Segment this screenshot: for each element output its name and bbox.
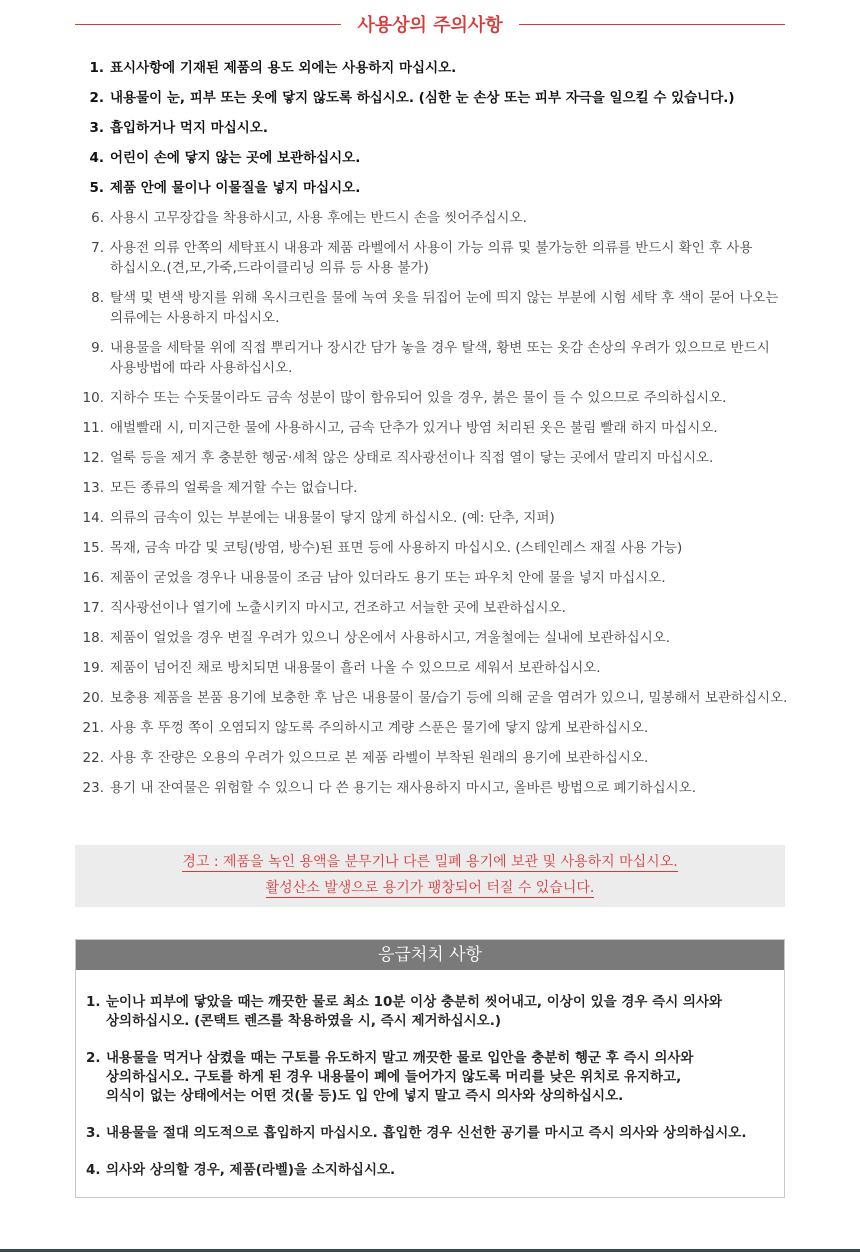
precaution-number: 14. xyxy=(82,510,104,526)
precaution-text: 제품이 얼었을 경우 변질 우려가 있으니 상온에서 사용하시고, 겨울철에는 실내에 보관하십시오. xyxy=(110,630,671,646)
first-aid-number: 4. xyxy=(86,1162,101,1178)
first-aid-text: 내용물을 먹거나 삼켰을 때는 구토를 유도하지 말고 깨끗한 물로 입안을 충분히 헹군 후 즉시 의사와 상의하십시오. 구토를 하게 된 경우 내용물이 폐에 들어가지 않도록 머리를 낮은 위치로 유지하고, 의식이 없는 상태에서는 어떤 것(물 등)도 입 안에 넣지 말고 즉시 의사와 상의하십시오. xyxy=(106,1050,694,1104)
precaution-number: 22. xyxy=(82,750,104,766)
precaution-number: 9. xyxy=(91,340,104,356)
precaution-number: 2. xyxy=(89,90,104,106)
precaution-item xyxy=(80,288,840,328)
precaution-item xyxy=(80,508,840,528)
precaution-text: 탈색 및 변색 방지를 위해 옥시크린을 물에 녹여 옷을 뒤집어 눈에 띄지 않는 부분에 시험 세탁 후 색이 묻어 나오는 의류에는 사용하지 마십시오. xyxy=(110,290,779,326)
precaution-text: 직사광선이나 열기에 노출시키지 마시고, 건조하고 서늘한 곳에 보관하십시오. xyxy=(110,600,566,616)
first-aid-title: 응급처치 사항 xyxy=(76,940,784,970)
first-aid-list xyxy=(86,993,776,1198)
warning-line-2: 활성산소 발생으로 용기가 팽창되어 터질 수 있습니다. xyxy=(265,880,595,896)
first-aid-number: 1. xyxy=(86,994,101,1010)
precaution-item xyxy=(80,208,840,228)
precaution-item xyxy=(80,658,840,678)
first-aid-text: 눈이나 피부에 닿았을 때는 깨끗한 물로 최소 10분 이상 충분히 씻어내고, 이상이 있을 경우 즉시 의사와 상의하십시오. (콘택트 렌즈를 착용하였을 시, 즉시 제거하십시오.) xyxy=(106,994,723,1029)
precaution-number: 12. xyxy=(82,450,104,466)
precaution-number: 15. xyxy=(82,540,104,556)
precaution-number: 4. xyxy=(89,150,104,166)
precaution-item xyxy=(80,538,840,558)
precaution-number: 3. xyxy=(89,120,104,136)
precaution-item xyxy=(80,478,840,498)
precaution-item xyxy=(80,718,840,738)
precaution-item xyxy=(80,598,840,618)
precaution-text: 얼룩 등을 제거 후 충분한 헹굼·세척 않은 상태로 직사광선이나 직접 열이 닿는 곳에서 말리지 마십시오. xyxy=(110,450,714,466)
precaution-number: 19. xyxy=(82,660,104,676)
title-divider-right xyxy=(519,24,785,25)
warning-line-1: 경고 : 제품을 녹인 용액을 분무기나 다른 밀폐 용기에 보관 및 사용하지 마십시오. xyxy=(182,854,678,870)
precaution-number: 1. xyxy=(89,60,104,76)
precaution-text: 사용시 고무장갑을 착용하시고, 사용 후에는 반드시 손을 씻어주십시오. xyxy=(110,210,527,226)
precaution-item xyxy=(80,688,840,708)
precaution-number: 6. xyxy=(91,210,104,226)
precaution-text: 모든 종류의 얼룩을 제거할 수는 없습니다. xyxy=(110,480,358,496)
precaution-number: 16. xyxy=(82,570,104,586)
title-divider-left xyxy=(75,24,341,25)
precaution-number: 18. xyxy=(82,630,104,646)
precaution-item xyxy=(80,448,840,468)
first-aid-item xyxy=(86,993,776,1031)
precaution-item xyxy=(80,88,840,108)
precaution-text: 사용 후 뚜껑 쪽이 오염되지 않도록 주의하시고 계량 스푼은 물기에 닿지 않게 보관하십시오. xyxy=(110,720,649,736)
precaution-number: 20. xyxy=(82,690,104,706)
precaution-text: 목재, 금속 마감 및 코팅(방염, 방수)된 표면 등에 사용하지 마십시오. (스테인레스 재질 사용 가능) xyxy=(110,540,683,556)
precaution-item xyxy=(80,778,840,798)
precaution-text: 의류의 금속이 있는 부분에는 내용물이 닿지 않게 하십시오. (예: 단추, 지퍼) xyxy=(110,510,555,526)
precaution-item xyxy=(80,628,840,648)
warning-box xyxy=(75,845,785,907)
precaution-text: 애벌빨래 시, 미지근한 물에 사용하시고, 금속 단추가 있거나 방염 처리된 옷은 불림 빨래 하지 마십시오. xyxy=(110,420,718,436)
first-aid-item xyxy=(86,1161,776,1180)
precaution-item xyxy=(80,388,840,408)
first-aid-box xyxy=(75,939,785,1198)
precaution-text: 지하수 또는 수돗물이라도 금속 성분이 많이 함유되어 있을 경우, 붉은 물이 들 수 있으므로 주의하십시오. xyxy=(110,390,727,406)
precaution-item xyxy=(80,748,840,768)
first-aid-item xyxy=(86,1049,776,1106)
first-aid-text: 내용물을 절대 의도적으로 흡입하지 마십시오. 흡입한 경우 신선한 공기를 마시고 즉시 의사와 상의하십시오. xyxy=(106,1125,747,1141)
precaution-text: 사용 후 잔량은 오용의 우려가 있으므로 본 제품 라벨이 부착된 원래의 용기에 보관하십시오. xyxy=(110,750,649,766)
precaution-number: 5. xyxy=(89,180,104,196)
precaution-text: 흡입하거나 먹지 마십시오. xyxy=(110,120,268,136)
precaution-text: 사용전 의류 안쪽의 세탁표시 내용과 제품 라벨에서 사용이 가능 의류 및 불가능한 의류를 반드시 확인 후 사용 하십시오.(견,모,가죽,드라이클리닝 의류 등 사용 불가) xyxy=(110,240,753,276)
first-aid-item xyxy=(86,1124,776,1143)
precaution-text: 보충용 제품을 본품 용기에 보충한 후 남은 내용물이 물/습기 등에 의해 굳을 염려가 있으니, 밀봉해서 보관하십시오. xyxy=(110,690,788,706)
precaution-number: 10. xyxy=(82,390,104,406)
section-title: 사용상의 주의사항 xyxy=(357,15,503,36)
section-title-row xyxy=(75,8,785,40)
precaution-item xyxy=(80,118,840,138)
precaution-item xyxy=(80,58,840,78)
precaution-text: 내용물이 눈, 피부 또는 옷에 닿지 않도록 하십시오. (심한 눈 손상 또는 피부 자극을 일으킬 수 있습니다.) xyxy=(110,90,735,106)
precaution-item xyxy=(80,418,840,438)
precaution-text: 용기 내 잔여물은 위험할 수 있으니 다 쓴 용기는 재사용하지 마시고, 올바른 방법으로 폐기하십시오. xyxy=(110,780,697,796)
first-aid-text: 의사와 상의할 경우, 제품(라벨)을 소지하십시오. xyxy=(106,1162,396,1178)
precaution-text: 어린이 손에 닿지 않는 곳에 보관하십시오. xyxy=(110,150,361,166)
precaution-number: 8. xyxy=(91,290,104,306)
precautions-list xyxy=(80,58,840,808)
precaution-text: 표시사항에 기재된 제품의 용도 외에는 사용하지 마십시오. xyxy=(110,60,457,76)
precaution-item xyxy=(80,568,840,588)
precaution-text: 제품이 굳었을 경우나 내용물이 조금 남아 있더라도 용기 또는 파우치 안에 물을 넣지 마십시오. xyxy=(110,570,666,586)
precaution-text: 제품이 넘어진 채로 방치되면 내용물이 흘러 나올 수 있으므로 세워서 보관하십시오. xyxy=(110,660,601,676)
precaution-item xyxy=(80,178,840,198)
precaution-number: 7. xyxy=(91,240,104,256)
precaution-item xyxy=(80,238,840,278)
first-aid-number: 2. xyxy=(86,1050,101,1066)
precaution-number: 23. xyxy=(82,780,104,796)
precaution-text: 내용물을 세탁물 위에 직접 뿌리거나 장시간 담가 놓을 경우 탈색, 황변 또는 옷감 손상의 우려가 있으므로 반드시 사용방법에 따라 사용하십시오. xyxy=(110,340,770,376)
precaution-number: 17. xyxy=(82,600,104,616)
precaution-number: 13. xyxy=(82,480,104,496)
precaution-item xyxy=(80,148,840,168)
precaution-number: 21. xyxy=(82,720,104,736)
first-aid-number: 3. xyxy=(86,1125,101,1141)
precaution-number: 11. xyxy=(82,420,104,436)
precaution-text: 제품 안에 물이나 이물질을 넣지 마십시오. xyxy=(110,180,361,196)
precaution-item xyxy=(80,338,840,378)
